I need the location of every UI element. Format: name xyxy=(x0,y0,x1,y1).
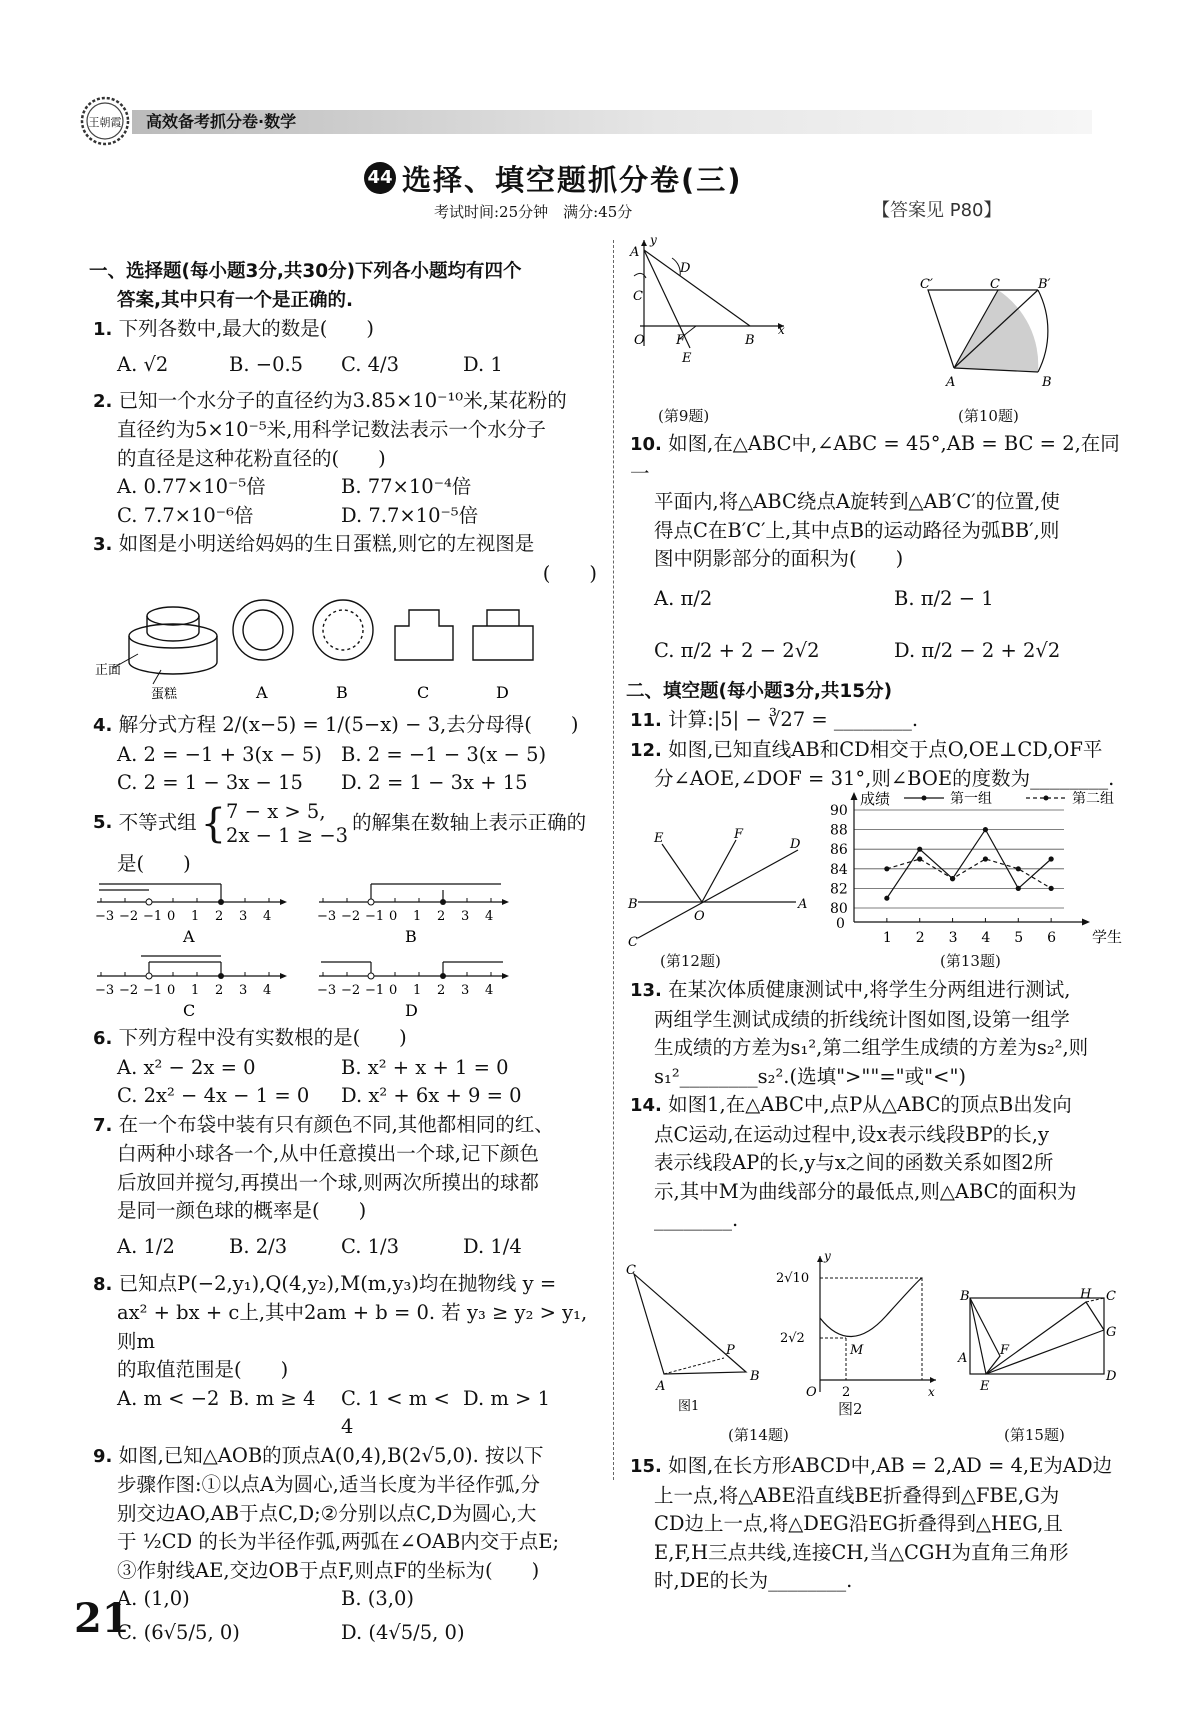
q3-figures xyxy=(93,588,603,703)
q3-label-b: B xyxy=(336,683,348,702)
x-tick-label: 5 xyxy=(1014,930,1024,946)
svg-text:C′: C′ xyxy=(920,277,933,292)
tick-label: −1 xyxy=(143,983,163,998)
q4-option-b[interactable]: B. 2 = −1 − 3(x − 5) xyxy=(341,742,547,766)
q7-option-d[interactable]: D. 1/4 xyxy=(463,1235,522,1259)
data-point xyxy=(884,866,889,871)
question-7-line2: 白两种小球各一个,从中任意摸出一个球,记下颜色 xyxy=(117,1142,539,1165)
tick-label: 4 xyxy=(263,909,272,924)
legend-label-1: 第一组 xyxy=(950,791,992,807)
question-5-line3: 是( ) xyxy=(117,851,191,875)
svg-text:M: M xyxy=(850,1343,864,1358)
q5-sys-2: 2x − 1 ≥ −3 xyxy=(226,823,349,847)
q4-option-d[interactable]: D. 2 = 1 − 3x + 15 xyxy=(341,771,528,794)
caption-q14: (第14题) xyxy=(728,1426,789,1444)
x-tick-label: 6 xyxy=(1047,930,1057,946)
q9-option-b[interactable]: B. (3,0) xyxy=(341,1587,414,1610)
number-line-label-c: C xyxy=(183,1001,196,1020)
svg-text:O: O xyxy=(806,1385,817,1400)
question-10-line4: 图中阴影部分的面积为( ) xyxy=(654,547,904,570)
question-13-line3: 生成绩的方差为s₁²,第二组学生成绩的方差为s₂²,则 xyxy=(654,1036,1089,1059)
tick-label: 3 xyxy=(461,909,470,924)
number-line-a xyxy=(95,884,287,946)
question-6: 6. 下列方程中没有实数根的是( ) xyxy=(93,1026,407,1049)
q1-option-d[interactable]: D. 1 xyxy=(463,353,503,377)
svg-text:x: x xyxy=(778,323,785,337)
q1-option-b[interactable]: B. −0.5 xyxy=(229,353,304,377)
q10-options-cd xyxy=(630,626,1125,678)
q6-options-cd xyxy=(93,1082,603,1111)
q3-view-b xyxy=(313,600,373,660)
svg-text:F: F xyxy=(1000,1343,1010,1358)
question-2-line3: 的直径是这种花粉直径的( ) xyxy=(117,446,386,470)
q6-options-ab xyxy=(93,1054,603,1083)
question-12: 12. 如图,已知直线AB和CD相交于点O,OE⊥CD,OF平 xyxy=(630,737,1103,761)
question-7-line3: 后放回并搅匀,再摸出一个球,则两次所摸出的球都 xyxy=(117,1170,539,1194)
tick-label: −3 xyxy=(317,909,337,924)
question-9-line3: 别交边AO,AB于点C,D;②分别以点C,D为圆心,大 xyxy=(117,1501,537,1525)
svg-text:F: F xyxy=(734,827,744,842)
exam-info: 考试时间:25分钟 满分:45分 xyxy=(434,203,633,221)
question-10: 10. 如图,在△ABC中,∠ABC = 45°,AB = BC = 2,在同一 xyxy=(630,432,1120,485)
figure-q15 xyxy=(956,1286,1126,1400)
question-12-line2: 分∠AOE,∠DOF = 31°,则∠BOE的度数为________. xyxy=(654,767,1115,790)
number-line-label-d: D xyxy=(405,1001,418,1020)
q7-option-c[interactable]: C. 1/3 xyxy=(341,1235,400,1259)
question-9-line4: 于 ½CD 的长为半径作弧,两弧在∠OAB内交于点E; xyxy=(117,1530,560,1553)
q3-label-c: C xyxy=(417,683,430,702)
tick-label: −2 xyxy=(341,983,361,998)
y-tick-label: 80 xyxy=(830,901,848,917)
question-9-line5: ③作射线AE,交边OB于点F,则点F的坐标为( ) xyxy=(117,1558,540,1582)
q9-option-d[interactable]: D. (4√5/5, 0) xyxy=(341,1621,465,1645)
q7-option-b[interactable]: B. 2/3 xyxy=(229,1235,288,1259)
logo xyxy=(80,96,130,146)
q3-front-label: 正面 xyxy=(95,663,122,678)
paper-number-badge: 44 xyxy=(364,162,396,194)
question-14-line3: 表示线段AP的长,y与x之间的函数关系如图2所 xyxy=(654,1151,1054,1174)
caption-q9: (第9题) xyxy=(658,407,710,425)
section1-heading: 一、选择题(每小题3分,共30分)下列各小题均有四个 xyxy=(89,261,522,282)
tick-label: 2 xyxy=(215,983,224,998)
q7-option-a[interactable]: A. 1/2 xyxy=(117,1235,175,1259)
question-14-line2: 点C运动,在运动过程中,设x表示线段BP的长,y xyxy=(654,1122,1049,1146)
q8-option-d[interactable]: D. m > 1 xyxy=(463,1386,550,1410)
tick-label: −3 xyxy=(95,909,115,924)
tick-label: 2 xyxy=(215,909,224,924)
tick-label: −1 xyxy=(365,983,385,998)
q14-fig1-label: 图1 xyxy=(678,1399,700,1414)
svg-text:C: C xyxy=(1106,1289,1116,1304)
svg-text:A: A xyxy=(946,375,956,390)
series-line-2 xyxy=(887,859,1051,888)
q6-option-b[interactable]: B. x² + x + 1 = 0 xyxy=(341,1055,509,1079)
origin-label: 0 xyxy=(836,916,845,932)
y-tick-label: 90 xyxy=(830,803,848,819)
q3-view-a xyxy=(233,600,293,660)
tick-label: 0 xyxy=(389,909,398,924)
tick-label: 0 xyxy=(167,909,176,924)
question-14: 14. 如图1,在△ABC中,点P从△ABC的顶点B出发向 xyxy=(630,1093,1072,1116)
tick-label: 4 xyxy=(485,983,494,998)
q2-option-c[interactable]: C. 7.7×10⁻⁶倍 xyxy=(117,503,254,527)
x-tick-label: 4 xyxy=(981,930,991,946)
q9-options-cd xyxy=(93,1614,603,1654)
tick-label: 0 xyxy=(167,983,176,998)
tick-label: −1 xyxy=(143,909,163,924)
question-14-line4: 示,其中M为曲线部分的最低点,则△ABC的面积为 xyxy=(654,1179,1077,1203)
question-2-line2: 直径约为5×10⁻⁵米,用科学记数法表示一个水分子 xyxy=(117,418,546,441)
data-point xyxy=(917,847,922,852)
q3-label-d: D xyxy=(496,683,509,702)
y-tick-label: 86 xyxy=(830,842,848,859)
figure-q14-1 xyxy=(620,1262,770,1414)
svg-text:C: C xyxy=(628,935,638,950)
question-15-line2: 上一点,将△ABE沿直线BE折叠得到△FBE,G为 xyxy=(654,1483,1060,1507)
page-number: 21 xyxy=(74,1595,130,1642)
x-tick-label: 3 xyxy=(948,930,958,946)
tick-label: −2 xyxy=(119,983,139,998)
figure-q10 xyxy=(920,278,1100,400)
q14-y-top: 2√10 xyxy=(776,1271,810,1286)
data-point xyxy=(1049,886,1054,891)
q2-option-b[interactable]: B. 77×10⁻⁴倍 xyxy=(341,475,472,498)
question-14-line5: ________. xyxy=(654,1208,739,1231)
svg-text:B: B xyxy=(750,1369,760,1384)
q3-view-d xyxy=(473,610,533,660)
svg-text:P: P xyxy=(726,1343,735,1358)
caption-q14-fig2: 图2 xyxy=(838,1400,863,1418)
q3-view-c xyxy=(395,610,453,660)
question-5: 5. 不等式组 { 7 − x > 5, 2x − 1 ≥ −3 的解集在数轴上表示正确的 xyxy=(93,799,587,847)
tick-label: 4 xyxy=(485,909,494,924)
paper-title: 选择、填空题抓分卷(三) xyxy=(402,163,743,197)
q10-option-a[interactable]: A. π/2 xyxy=(654,587,713,611)
data-point xyxy=(884,896,889,901)
svg-text:y: y xyxy=(650,233,657,247)
svg-text:y: y xyxy=(824,1249,831,1263)
q1-option-c[interactable]: C. 4/3 xyxy=(341,353,400,377)
data-point xyxy=(1016,866,1021,871)
caption-q13: (第13题) xyxy=(940,952,1001,970)
svg-text:A: A xyxy=(958,1351,968,1366)
question-4: 4. 解分式方程 2/(x−5) = 1/(5−x) − 3,去分母得( ) xyxy=(93,713,579,736)
tick-label: 1 xyxy=(191,983,200,998)
data-point xyxy=(983,856,988,861)
q9-options-ab xyxy=(93,1585,603,1614)
cake-drawing xyxy=(113,607,217,684)
y-axis-arrow xyxy=(851,792,858,800)
question-13-line2: 两组学生测试成绩的折线统计图如图,设第一组学 xyxy=(654,1007,1070,1031)
question-11: 11. 计算:|5| − ∛27 = ________. xyxy=(630,708,919,731)
y-tick-label: 82 xyxy=(830,881,848,898)
left-column xyxy=(89,258,603,1654)
question-15-line3: CD边上一点,将△DEG沿EG折叠得到△HEG,且 xyxy=(654,1512,1063,1535)
series-line-1 xyxy=(887,830,1051,899)
tick-label: 1 xyxy=(413,909,422,924)
tick-label: 4 xyxy=(263,983,272,998)
tick-label: 2 xyxy=(437,983,446,998)
svg-text:E: E xyxy=(980,1379,990,1394)
svg-text:O: O xyxy=(634,333,645,348)
q1-option-a[interactable]: A. √2 xyxy=(117,353,169,377)
legend-marker-1 xyxy=(922,796,927,801)
q1-options xyxy=(93,345,603,387)
q4-options-cd xyxy=(93,769,603,798)
svg-text:H: H xyxy=(1080,1287,1092,1302)
question-8-line3: 的取值范围是( ) xyxy=(117,1358,289,1381)
number-line-d xyxy=(317,962,509,1020)
tick-label: −3 xyxy=(317,983,337,998)
svg-text:B: B xyxy=(960,1289,970,1304)
q4-option-a[interactable]: A. 2 = −1 + 3(x − 5) xyxy=(117,742,322,766)
svg-text:A: A xyxy=(798,897,808,912)
q10-options-ab xyxy=(630,574,1125,626)
svg-text:C: C xyxy=(626,1263,636,1278)
question-13: 13. 在某次体质健康测试中,将学生分两组进行测试, xyxy=(630,978,1071,1001)
question-15-line4: E,F,H三点共线,连接CH,当△CGH为直角三角形 xyxy=(654,1540,1069,1564)
q2-option-d[interactable]: D. 7.7×10⁻⁵倍 xyxy=(341,503,479,527)
svg-text:D: D xyxy=(680,261,691,276)
svg-text:G: G xyxy=(1106,1325,1117,1340)
svg-text:C: C xyxy=(990,277,1000,292)
q8-option-c[interactable]: C. 1 < m < 4 xyxy=(341,1386,450,1438)
svg-text:B: B xyxy=(628,897,638,912)
tick-label: −3 xyxy=(95,983,115,998)
caption-q10: (第10题) xyxy=(958,407,1019,425)
tick-label: −1 xyxy=(365,909,385,924)
figure-q12 xyxy=(628,827,808,954)
tick-label: 1 xyxy=(413,983,422,998)
q9-option-c[interactable]: C. (6√5/5, 0) xyxy=(117,1621,240,1645)
data-point xyxy=(1049,856,1054,861)
logo-text: 王朝霞 xyxy=(88,116,122,129)
caption-q15: (第15题) xyxy=(1004,1426,1065,1444)
tick-label: 2 xyxy=(437,909,446,924)
svg-text:D: D xyxy=(1106,1369,1117,1384)
figure-q14-2 xyxy=(776,1250,946,1404)
column-divider xyxy=(613,240,614,1480)
question-8: 8. 已知点P(−2,y₁),Q(4,y₂),M(m,y₃)均在抛物线 y = xyxy=(93,1271,557,1295)
question-1: 1. 下列各数中,最大的数是( ) xyxy=(93,317,374,340)
q3-cake-label: 蛋糕 xyxy=(151,687,178,702)
number-line-label-a: A xyxy=(183,927,195,946)
data-point xyxy=(917,856,922,861)
q8-option-a[interactable]: A. m < −2 xyxy=(117,1386,220,1410)
right-column-top xyxy=(626,430,1125,794)
q5-number-lines xyxy=(93,878,603,1024)
answer-reference: 【答案见 P80】 xyxy=(872,200,1002,221)
svg-text:A: A xyxy=(656,1379,666,1394)
y-axis-title: 成绩 xyxy=(860,790,891,808)
q8-options xyxy=(93,1385,603,1442)
x-tick-label: 2 xyxy=(915,930,925,946)
question-2: 2. 已知一个水分子的直径约为3.85×10⁻¹⁰米,某花粉的 xyxy=(93,388,567,412)
question-9-line2: 步骤作图:①以点A为圆心,适当长度为半径作弧,分 xyxy=(117,1473,541,1496)
svg-text:D: D xyxy=(790,837,801,852)
tick-label: −2 xyxy=(119,909,139,924)
data-point xyxy=(950,876,955,881)
q14-y-min: 2√2 xyxy=(780,1331,805,1346)
q7-options xyxy=(93,1226,603,1270)
svg-text:F: F xyxy=(676,333,686,348)
q4-option-c[interactable]: C. 2 = 1 − 3x − 15 xyxy=(117,771,303,794)
svg-text:B: B xyxy=(745,333,755,348)
q4-options-ab xyxy=(93,741,603,770)
number-line-b xyxy=(317,884,509,946)
tick-label: 3 xyxy=(239,983,248,998)
data-point xyxy=(1016,886,1021,891)
q3-label-a: A xyxy=(256,683,268,702)
q5-sys-1: 7 − x > 5, xyxy=(226,799,326,823)
question-8-line2: ax² + bx + c上,其中2am + b = 0. 若 y₃ ≥ y₂ > y₁,则m xyxy=(117,1301,588,1353)
q2-options-cd xyxy=(93,502,603,531)
right-column-bottom xyxy=(630,1452,1125,1596)
figure-q9 xyxy=(630,233,792,374)
q2-option-a[interactable]: A. 0.77×10⁻⁵倍 xyxy=(117,475,266,498)
logo-emblem xyxy=(80,96,130,146)
question-13-line4: s₁²________s₂².(选填">""="或"<") xyxy=(654,1064,967,1088)
q6-option-a[interactable]: A. x² − 2x = 0 xyxy=(117,1055,256,1079)
legend-label-2: 第二组 xyxy=(1072,791,1114,807)
question-9: 9. 如图,已知△AOB的顶点A(0,4),B(2√5,0). 按以下 xyxy=(93,1443,544,1467)
q10-option-b[interactable]: B. π/2 − 1 xyxy=(894,587,994,611)
number-line-label-b: B xyxy=(405,927,417,946)
question-10-line3: 得点C在B′C′上,其中点B的运动路径为弧BB′,则 xyxy=(654,518,1060,542)
svg-text:B′: B′ xyxy=(1038,277,1051,292)
q14-x-min: 2 xyxy=(842,1385,851,1400)
svg-text:E: E xyxy=(682,351,692,366)
tick-label: 3 xyxy=(461,983,470,998)
svg-text:x: x xyxy=(928,1385,935,1399)
tick-label: 0 xyxy=(389,983,398,998)
svg-text:C: C xyxy=(633,289,643,304)
x-axis-title: 学生 xyxy=(1092,928,1123,946)
q10-option-d[interactable]: D. π/2 − 2 + 2√2 xyxy=(894,639,1061,663)
caption-q12: (第12题) xyxy=(660,952,721,970)
svg-text:O: O xyxy=(694,909,705,924)
question-7: 7. 在一个布袋中装有只有颜色不同,其他都相同的红、 xyxy=(93,1112,554,1136)
q2-options-ab xyxy=(93,473,603,502)
question-10-line2: 平面内,将△ABC绕点A旋转到△AB′C′的位置,使 xyxy=(654,490,1060,513)
section2-heading: 二、填空题(每小题3分,共15分) xyxy=(626,680,893,702)
question-3: 3. 如图是小明送给妈妈的生日蛋糕,则它的左视图是 xyxy=(93,532,535,555)
q13-line-chart xyxy=(812,780,1132,944)
svg-text:B: B xyxy=(1042,375,1052,390)
svg-text:E: E xyxy=(654,831,664,846)
section1-heading-2: 答案,其中只有一个是正确的. xyxy=(117,289,354,311)
x-axis-arrow xyxy=(1082,919,1090,926)
q6-option-d[interactable]: D. x² + 6x + 9 = 0 xyxy=(341,1084,522,1107)
q9-option-a[interactable]: A. (1,0) xyxy=(117,1587,190,1610)
data-point xyxy=(983,827,988,832)
question-15: 15. 如图,在长方形ABCD中,AB = 2,AD = 4,E为AD边 xyxy=(630,1454,1113,1477)
tick-label: −2 xyxy=(341,909,361,924)
q5-number-line-options xyxy=(93,878,603,1024)
tick-label: 3 xyxy=(239,909,248,924)
x-tick-label: 1 xyxy=(882,930,892,946)
q8-option-b[interactable]: B. m ≥ 4 xyxy=(229,1386,316,1410)
right-column-mid xyxy=(630,976,1125,1235)
number-line-c xyxy=(95,956,287,1020)
book-title: 高效备考抓分卷·数学 xyxy=(146,112,297,131)
svg-text:A: A xyxy=(630,245,640,260)
q10-option-c[interactable]: C. π/2 + 2 − 2√2 xyxy=(654,639,820,663)
question-3-paren: ( ) xyxy=(542,561,597,585)
figure-q13-chart xyxy=(812,780,1132,948)
q6-option-c[interactable]: C. 2x² − 4x − 1 = 0 xyxy=(117,1084,310,1107)
q3-cake-figures xyxy=(93,588,603,703)
question-15-line5: 时,DE的长为________. xyxy=(654,1569,853,1592)
tick-label: 1 xyxy=(191,909,200,924)
y-tick-label: 88 xyxy=(830,822,848,839)
legend-marker-2 xyxy=(1044,796,1049,801)
question-7-line4: 是同一颜色球的概率是( ) xyxy=(117,1199,367,1222)
y-tick-label: 84 xyxy=(830,861,848,878)
